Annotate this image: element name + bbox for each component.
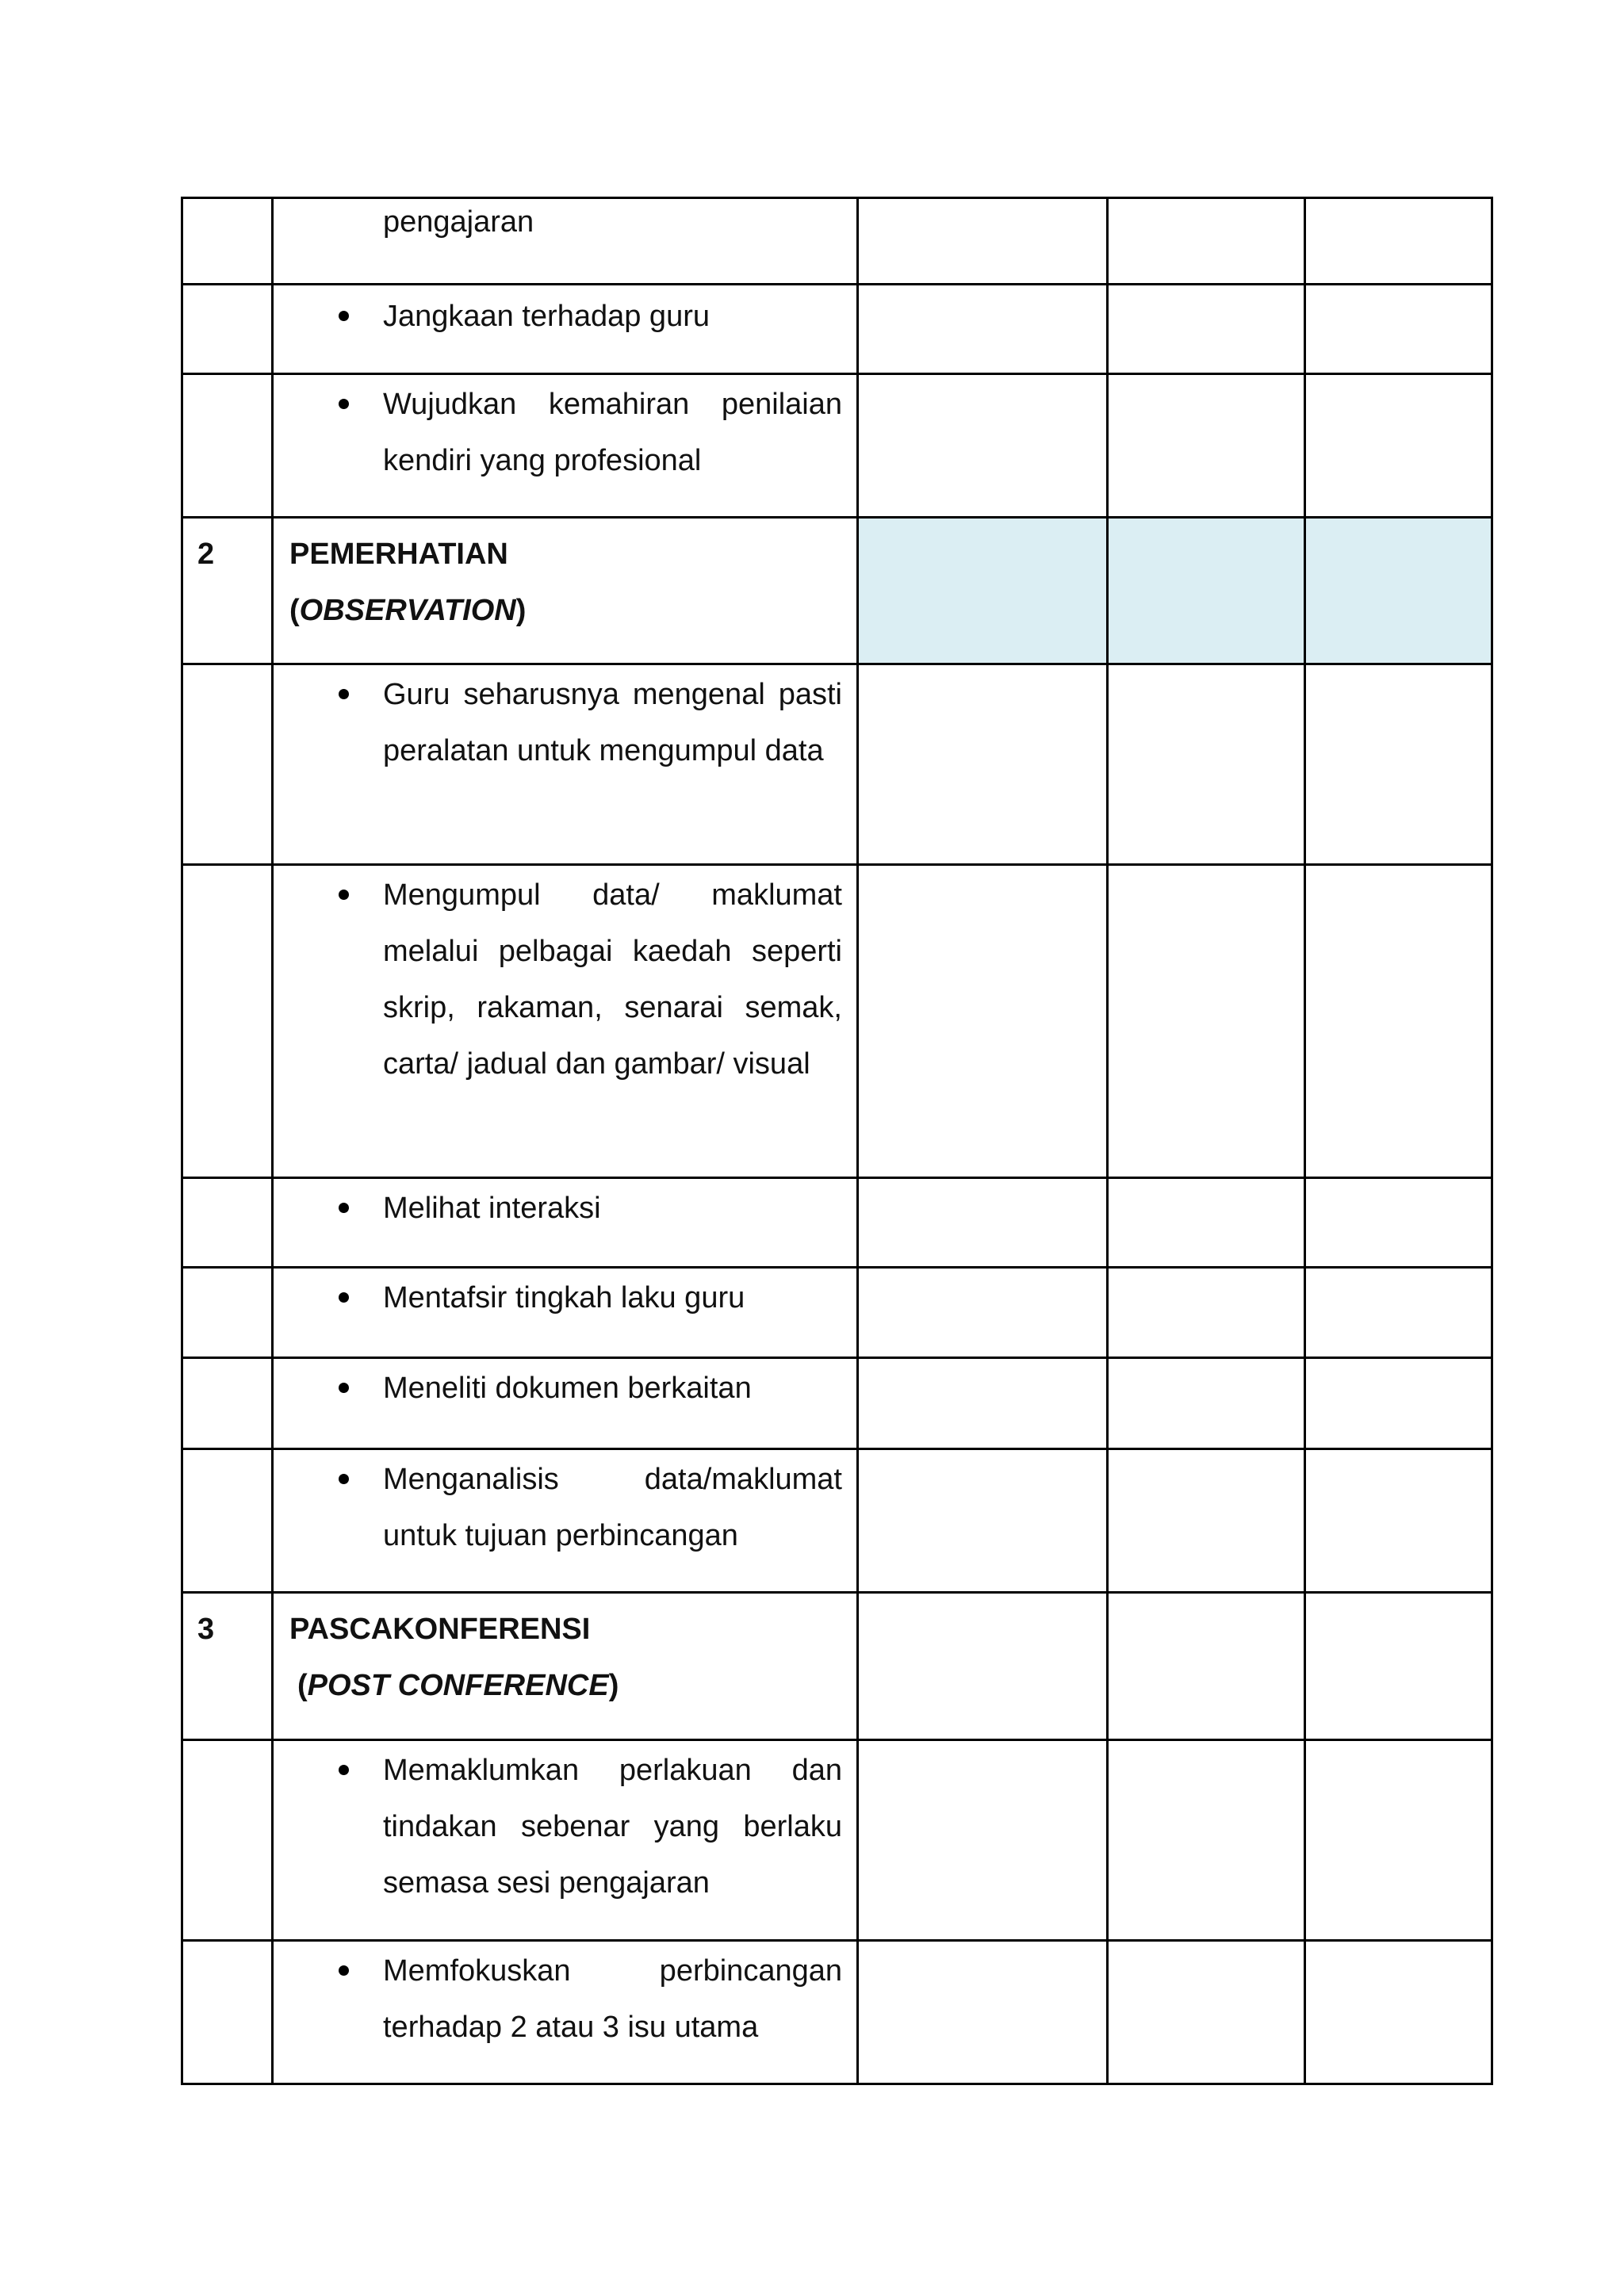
item-text: Jangkaan terhadap guru bbox=[383, 300, 710, 333]
score-cell bbox=[1108, 664, 1305, 865]
row-number bbox=[182, 1941, 273, 2084]
table-row bbox=[182, 1593, 1492, 1740]
item-text: Menganalisis data/maklumat untuk tujuan perbincangan bbox=[383, 1463, 842, 1552]
item-text: Mengumpul data/ maklumat melalui pelbagai kaedah seperti skrip, rakaman, senarai semak, carta/ jadual dan gambar/ visual bbox=[383, 878, 842, 1081]
table-row bbox=[182, 865, 1492, 1178]
score-cell bbox=[1305, 374, 1492, 518]
score-cell bbox=[1305, 1268, 1492, 1358]
item-text: Meneliti dokumen berkaitan bbox=[383, 1372, 752, 1405]
item-text: Memfokuskan perbincangan terhadap 2 atau 3 isu utama bbox=[383, 1954, 842, 2044]
score-cell bbox=[1305, 865, 1492, 1178]
section-heading: PEMERHATIAN bbox=[289, 538, 508, 571]
table-row bbox=[182, 518, 1492, 664]
score-cell bbox=[858, 1268, 1108, 1358]
item-text: pengajaran bbox=[383, 205, 534, 239]
score-cell bbox=[1305, 1740, 1492, 1941]
row-number bbox=[182, 1268, 273, 1358]
score-cell bbox=[1108, 374, 1305, 518]
item-text: Mentafsir tingkah laku guru bbox=[383, 1281, 745, 1314]
score-cell bbox=[1305, 1593, 1492, 1740]
bullet-dot-icon bbox=[339, 689, 349, 699]
section-heading-en: POST CONFERENCE bbox=[307, 1669, 609, 1702]
item-cell bbox=[273, 865, 858, 1178]
score-cell bbox=[858, 1449, 1108, 1593]
row-number bbox=[182, 1449, 273, 1593]
bullet-dot-icon bbox=[339, 399, 349, 409]
score-cell bbox=[1305, 1449, 1492, 1593]
item-cell bbox=[273, 1358, 858, 1449]
row-number: 3 bbox=[182, 1593, 273, 1740]
item-cell bbox=[273, 285, 858, 374]
score-cell bbox=[858, 664, 1108, 865]
table-row bbox=[182, 664, 1492, 865]
score-cell bbox=[1305, 664, 1492, 865]
row-number: 2 bbox=[182, 518, 273, 664]
score-cell bbox=[1108, 1449, 1305, 1593]
score-cell bbox=[858, 1178, 1108, 1268]
section-heading-cell: PEMERHATIAN (OBSERVATION) bbox=[273, 518, 858, 664]
section-heading: PASCAKONFERENSI bbox=[289, 1613, 591, 1646]
table-row bbox=[182, 1449, 1492, 1593]
score-cell bbox=[858, 1941, 1108, 2084]
score-cell bbox=[1305, 198, 1492, 285]
table-row bbox=[182, 198, 1492, 285]
row-number bbox=[182, 1178, 273, 1268]
score-cell bbox=[1305, 518, 1492, 664]
item-text: Guru seharusnya mengenal pasti peralatan untuk mengumpul data bbox=[383, 678, 842, 767]
row-number bbox=[182, 1740, 273, 1941]
score-cell bbox=[1108, 285, 1305, 374]
bullet-dot-icon bbox=[339, 1383, 349, 1393]
item-cell bbox=[273, 374, 858, 518]
score-cell bbox=[858, 198, 1108, 285]
bullet-dot-icon bbox=[339, 1292, 349, 1303]
item-cell bbox=[273, 1449, 858, 1593]
section-heading-cell: PASCAKONFERENSI (POST CONFERENCE) bbox=[273, 1593, 858, 1740]
item-cell bbox=[273, 1941, 858, 2084]
row-number bbox=[182, 865, 273, 1178]
score-cell bbox=[1305, 1178, 1492, 1268]
score-cell bbox=[1108, 198, 1305, 285]
table-row bbox=[182, 1941, 1492, 2084]
score-cell bbox=[858, 518, 1108, 664]
score-cell bbox=[1108, 1941, 1305, 2084]
section-heading-en: OBSERVATION bbox=[299, 594, 516, 627]
bullet-dot-icon bbox=[339, 1203, 349, 1213]
score-cell bbox=[1305, 1358, 1492, 1449]
row-number bbox=[182, 198, 273, 285]
table-row bbox=[182, 1740, 1492, 1941]
item-text: Memaklumkan perlakuan dan tindakan sebenar yang berlaku semasa sesi pengajaran bbox=[383, 1754, 842, 1900]
score-cell bbox=[1108, 1740, 1305, 1941]
row-number bbox=[182, 374, 273, 518]
score-cell bbox=[858, 865, 1108, 1178]
score-cell bbox=[858, 1593, 1108, 1740]
item-text: Wujudkan kemahiran penilaian kendiri yang profesional bbox=[383, 388, 842, 477]
score-cell bbox=[1108, 1593, 1305, 1740]
score-cell bbox=[1108, 1178, 1305, 1268]
score-cell bbox=[858, 1358, 1108, 1449]
bullet-dot-icon bbox=[339, 311, 349, 321]
score-cell bbox=[1305, 1941, 1492, 2084]
score-cell bbox=[1108, 1268, 1305, 1358]
item-cell bbox=[273, 1268, 858, 1358]
table-row bbox=[182, 1268, 1492, 1358]
bullet-dot-icon bbox=[339, 1765, 349, 1775]
item-cell bbox=[273, 1178, 858, 1268]
row-number bbox=[182, 664, 273, 865]
bullet-dot-icon bbox=[339, 1965, 349, 1976]
score-cell bbox=[858, 1740, 1108, 1941]
score-cell bbox=[1108, 865, 1305, 1178]
score-cell bbox=[858, 374, 1108, 518]
table-row bbox=[182, 1358, 1492, 1449]
table-row bbox=[182, 1178, 1492, 1268]
item-cell bbox=[273, 1740, 858, 1941]
item-cell bbox=[273, 198, 858, 285]
row-number bbox=[182, 285, 273, 374]
score-cell bbox=[1108, 1358, 1305, 1449]
score-cell bbox=[858, 285, 1108, 374]
item-cell bbox=[273, 664, 858, 865]
row-number bbox=[182, 1358, 273, 1449]
score-cell bbox=[1108, 518, 1305, 664]
item-text: Melihat interaksi bbox=[383, 1192, 601, 1225]
table-row bbox=[182, 285, 1492, 374]
bullet-dot-icon bbox=[339, 1474, 349, 1484]
score-cell bbox=[1305, 285, 1492, 374]
checklist-table bbox=[181, 197, 1493, 2085]
table-row bbox=[182, 374, 1492, 518]
bullet-dot-icon bbox=[339, 890, 349, 900]
